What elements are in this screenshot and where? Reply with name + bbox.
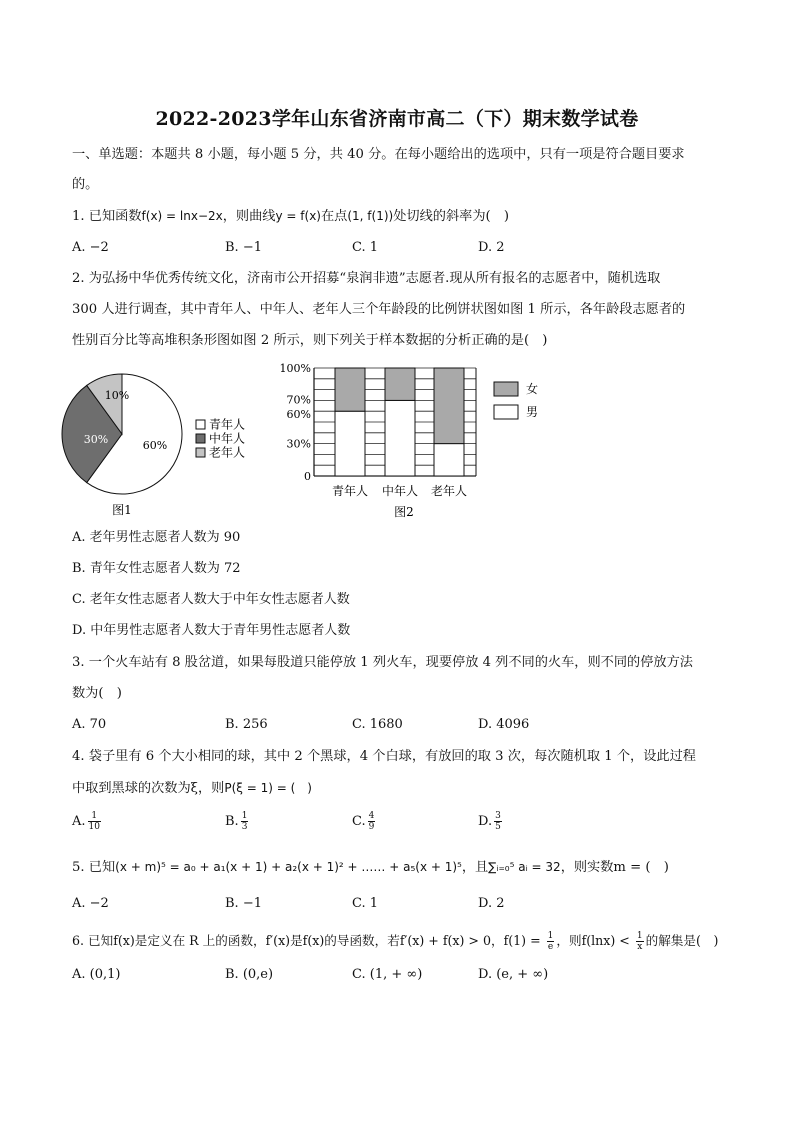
q2-option-b: B. 青年女性志愿者人数为 72 <box>72 561 241 576</box>
question-4-line-2: 中取到黑球的次数为ξ，则P(ξ = 1) = ( ) <box>72 781 312 796</box>
q6-option-a: A. (0,1) <box>72 967 121 982</box>
q4-option-c: C. $\frac{4}{9}$ <box>352 811 375 832</box>
bar-female-2 <box>434 368 464 444</box>
q1-option-b: B. −1 <box>225 240 262 255</box>
legend-swatch-young <box>196 420 205 429</box>
q1-option-a: A. −2 <box>72 240 109 255</box>
q4-option-d: D. $\frac{3}{5}$ <box>478 811 501 832</box>
q2-option-d: D. 中年男性志愿者人数大于青年男性志愿者人数 <box>72 623 351 638</box>
pie-label-young: 60% <box>142 439 168 452</box>
y-tick-label: 70% <box>286 393 311 407</box>
bar-male-2 <box>434 444 464 476</box>
page-title: 2022-2023学年山东省济南市高二（下）期末数学试卷 <box>155 108 639 130</box>
q2-option-a: A. 老年男性志愿者人数为 90 <box>72 530 241 545</box>
legend-label-old: 老年人 <box>209 445 246 460</box>
q5-option-d: D. 2 <box>478 896 505 911</box>
y-tick-label: 100% <box>279 362 311 375</box>
legend-label-young: 青年人 <box>209 417 246 432</box>
question-4-line-1: 4. 袋子里有 6 个大小相同的球，其中 2 个黑球，4 个白球，有放回的取 3 次，每次随机取 1 个，设此过程 <box>72 749 696 764</box>
bar-female-1 <box>385 368 415 400</box>
x-category-label: 青年人 <box>331 484 369 498</box>
legend-swatch-old <box>196 448 205 457</box>
x-category-label: 老年人 <box>430 484 468 498</box>
question-5: 5. 已知(x + m)⁵ = a₀ + a₁(x + 1) + a₂(x + 1)² + …… + a₅(x + 1)⁵，且∑ᵢ₌₀⁵ aᵢ = 32，则实数m = ( ) <box>72 860 669 875</box>
legend-label-male: 男 <box>526 405 539 419</box>
pie-chart <box>60 372 270 522</box>
stacked-bar-chart <box>278 358 558 523</box>
question-2-line-3: 性别百分比等高堆积条形图如图 2 所示，则下列关于样本数据的分析正确的是( ) <box>72 333 548 348</box>
legend-swatch-female <box>494 382 518 396</box>
q6-option-c: C. (1, + ∞) <box>352 967 423 982</box>
q3-option-c: C. 1680 <box>352 717 403 732</box>
section-heading-cont: 的。 <box>72 177 99 192</box>
q1-option-c: C. 1 <box>352 240 379 255</box>
q5-option-a: A. −2 <box>72 896 109 911</box>
y-tick-label: 0 <box>304 470 311 483</box>
bar-male-0 <box>335 411 365 476</box>
question-3-line-1: 3. 一个火车站有 8 股岔道，如果每股道只能停放 1 列火车，现要停放 4 列不同的火车，则不同的停放方法 <box>72 655 693 670</box>
section-heading: 一、单选题：本题共 8 小题，每小题 5 分，共 40 分。在每小题给出的选项中，只有一项是符合题目要求 <box>72 147 685 162</box>
legend-label-female: 女 <box>526 382 539 396</box>
legend-swatch-male <box>494 405 518 419</box>
legend-swatch-middle <box>196 434 205 443</box>
q3-option-d: D. 4096 <box>478 717 530 732</box>
legend-label-middle: 中年人 <box>209 431 246 446</box>
q6-option-d: D. (e, + ∞) <box>478 967 549 982</box>
q6-option-b: B. (0,e) <box>225 967 274 982</box>
figure-2-caption: 图2 <box>394 505 414 519</box>
q5-option-c: C. 1 <box>352 896 379 911</box>
question-2-line-2: 300 人进行调查，其中青年人、中年人、老年人三个年龄段的比例饼状图如图 1 所示，各年龄段志愿者的 <box>72 302 686 317</box>
x-category-label: 中年人 <box>381 484 419 498</box>
pie-label-old: 10% <box>104 389 130 402</box>
q4-option-a: A. $\frac{1}{10}$ <box>72 811 100 832</box>
y-tick-label: 30% <box>286 437 311 451</box>
bar-female-0 <box>335 368 365 411</box>
pie-label-middle: 30% <box>83 433 109 446</box>
q5-option-b: B. −1 <box>225 896 262 911</box>
figure-1-caption: 图1 <box>112 503 132 517</box>
q4-option-b: B. $\frac{1}{3}$ <box>225 811 248 832</box>
q3-option-a: A. 70 <box>72 717 107 732</box>
question-2-line-1: 2. 为弘扬中华优秀传统文化，济南市公开招募“泉润非遗”志愿者.现从所有报名的志愿者中，随机选取 <box>72 271 661 286</box>
q2-option-c: C. 老年女性志愿者人数大于中年女性志愿者人数 <box>72 592 350 607</box>
question-3-line-2: 数为( ) <box>72 686 122 701</box>
question-6: 6. 已知f(x)是定义在 R 上的函数，f′(x)是f(x)的导函数，若f′(x) + f(x) > 0，f(1) = $\frac{1}{e}$ ，则f(lnx) < $\frac{1}{x}$ 的解集是( ) <box>72 931 719 952</box>
question-1: 1. 已知函数f(x) = lnx−2x，则曲线y = f(x)在点(1, f(1))处切线的斜率为( ) <box>72 209 510 224</box>
q1-option-d: D. 2 <box>478 240 505 255</box>
bar-male-1 <box>385 400 415 476</box>
q3-option-b: B. 256 <box>225 717 268 732</box>
y-tick-label: 60% <box>286 408 311 422</box>
